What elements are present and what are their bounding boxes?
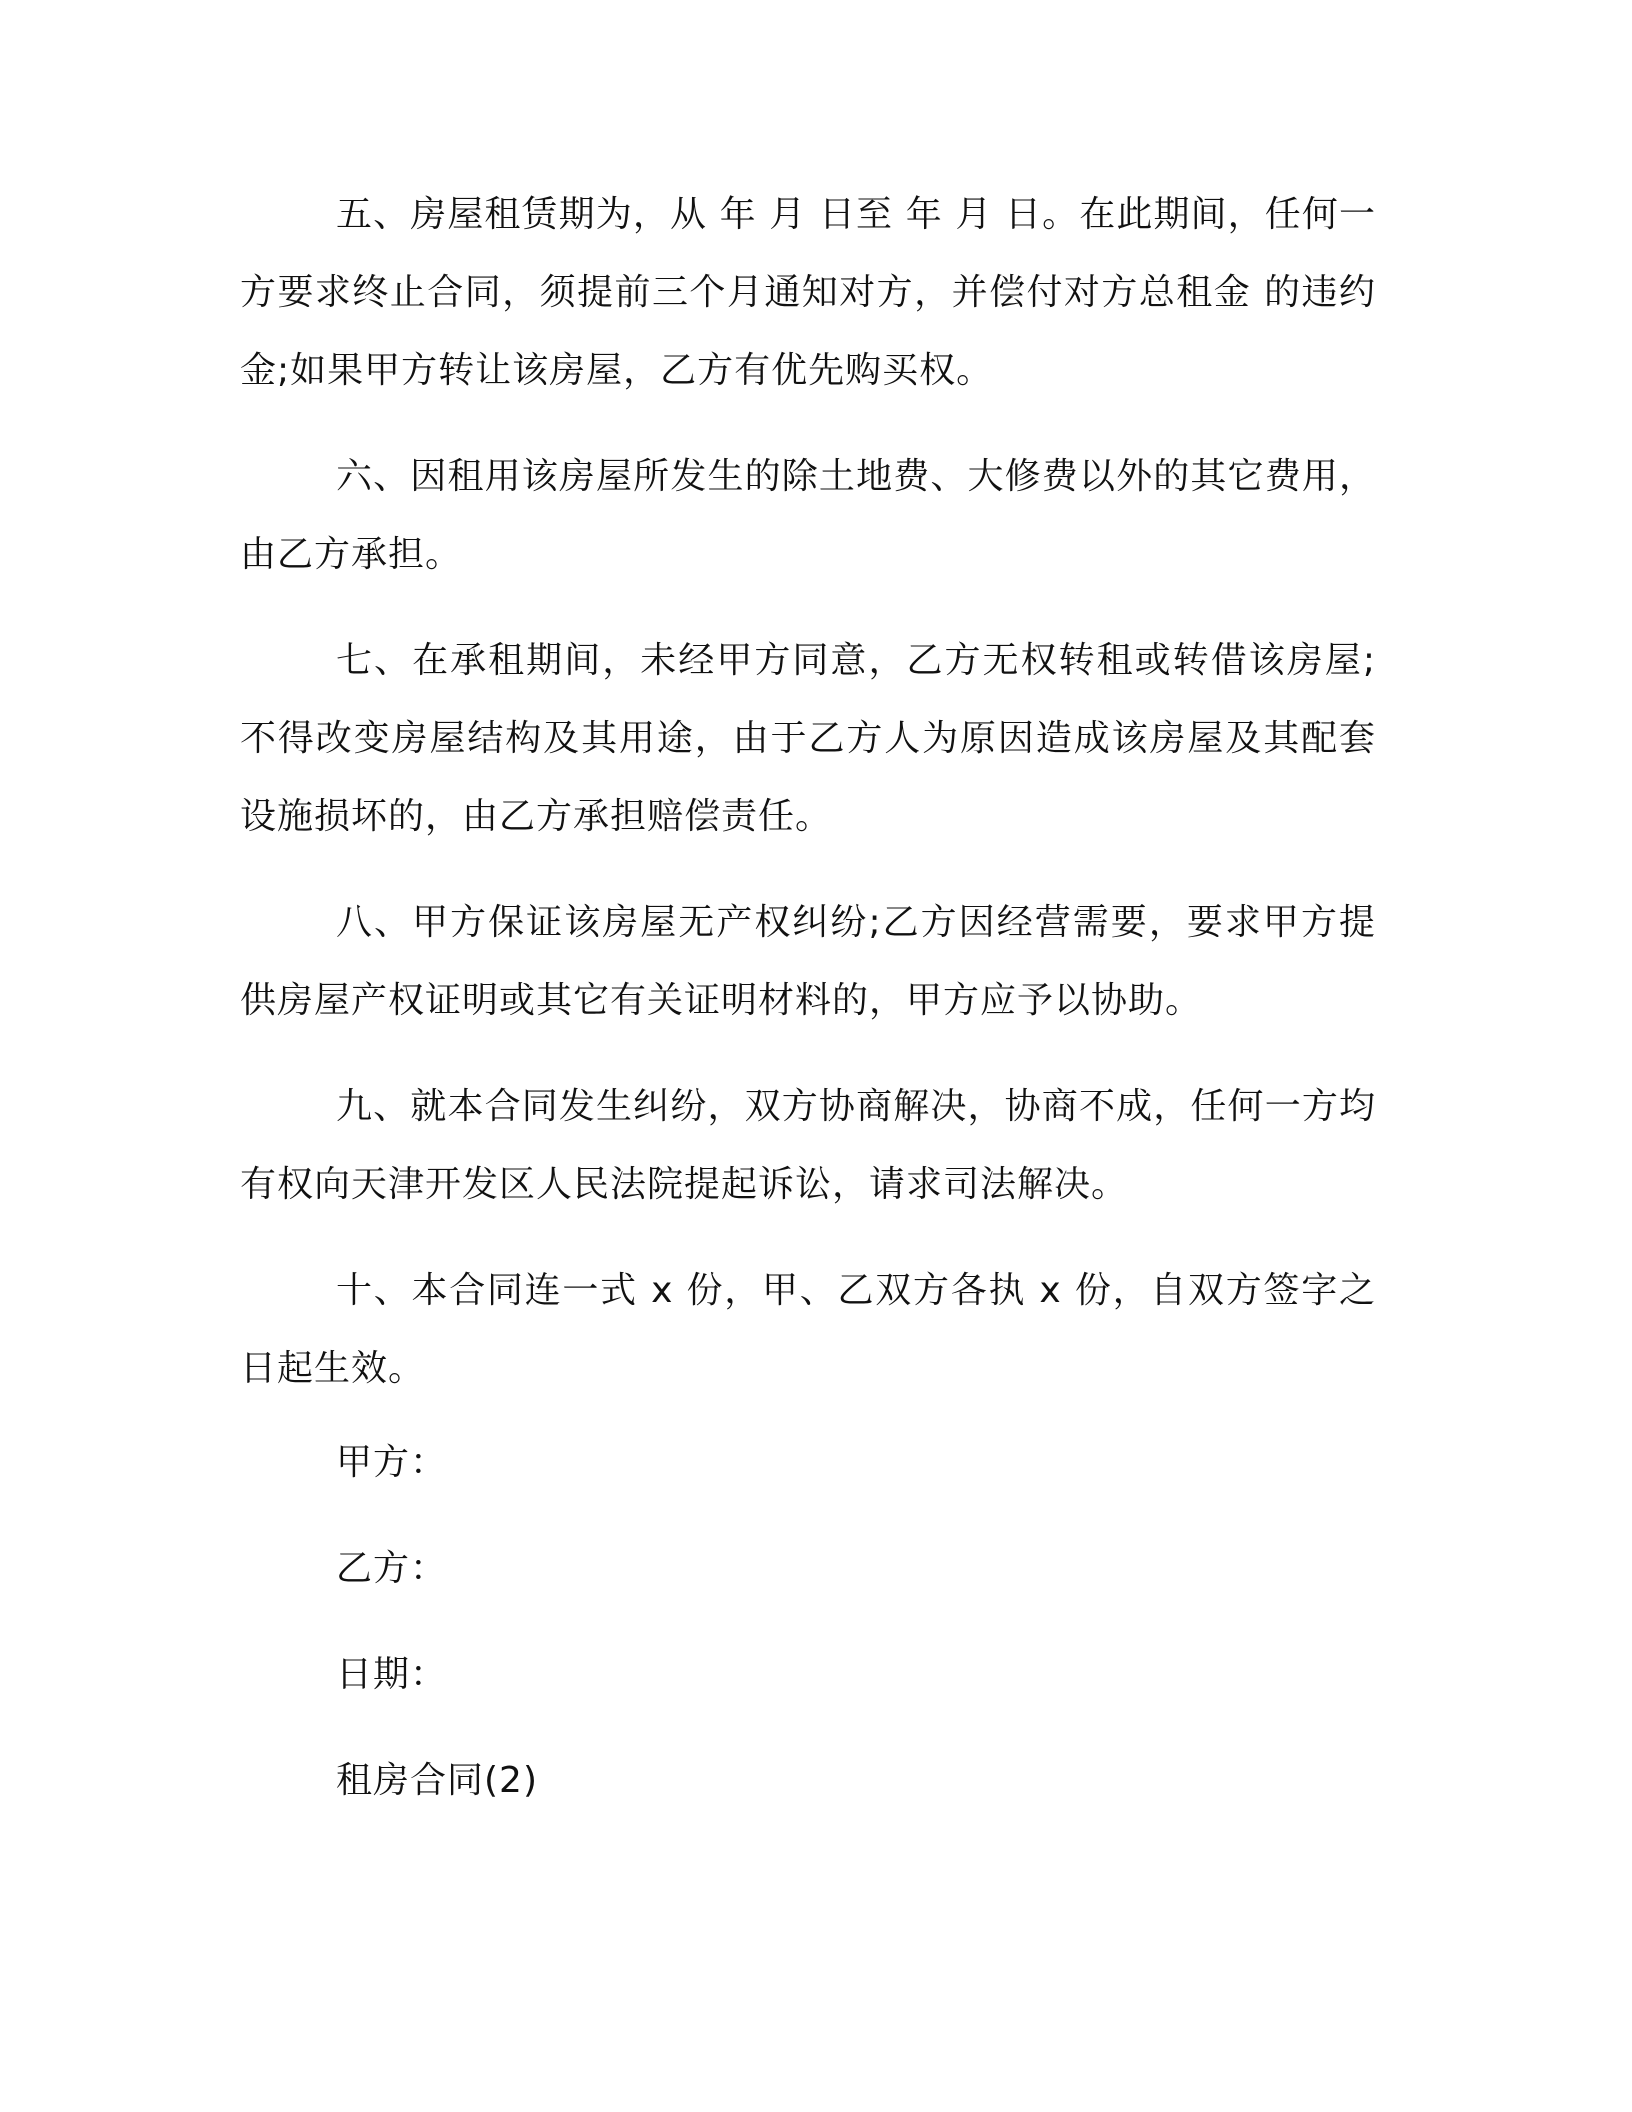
- clause-six: 六、因租用该房屋所发生的除土地费、大修费以外的其它费用，由乙方承担。: [240, 456, 1376, 575]
- clause-five: 五、房屋租赁期为，从 年 月 日至 年 月 日。在此期间，任何一方要求终止合同，须提前三个月通知对方，并偿付对方总租金 的违约金;如果甲方转让该房屋，乙方有优先购买权。: [240, 194, 1376, 391]
- clause-ten: 十、本合同连一式 x 份，甲、乙双方各执 x 份，自双方签字之日起生效。: [240, 1270, 1376, 1389]
- party-a-label: 甲方：: [336, 1442, 448, 1483]
- clause-eight: 八、甲方保证该房屋无产权纠纷;乙方因经营需要，要求甲方提供房屋产权证明或其它有关证明材料的，甲方应予以协助。: [240, 902, 1376, 1021]
- document-body: [240, 176, 1376, 1806]
- clause-seven: 七、在承租期间，未经甲方同意，乙方无权转租或转借该房屋;不得改变房屋结构及其用途，由于乙方人为原因造成该房屋及其配套设施损坏的，由乙方承担赔偿责任。: [240, 640, 1376, 837]
- party-b-label: 乙方：: [336, 1548, 448, 1589]
- date-label: 日期：: [336, 1654, 448, 1695]
- clause-nine: 九、就本合同发生纠纷，双方协商解决，协商不成，任何一方均有权向天津开发区人民法院提起诉讼，请求司法解决。: [240, 1086, 1376, 1205]
- next-contract-title: 租房合同(2): [336, 1760, 538, 1801]
